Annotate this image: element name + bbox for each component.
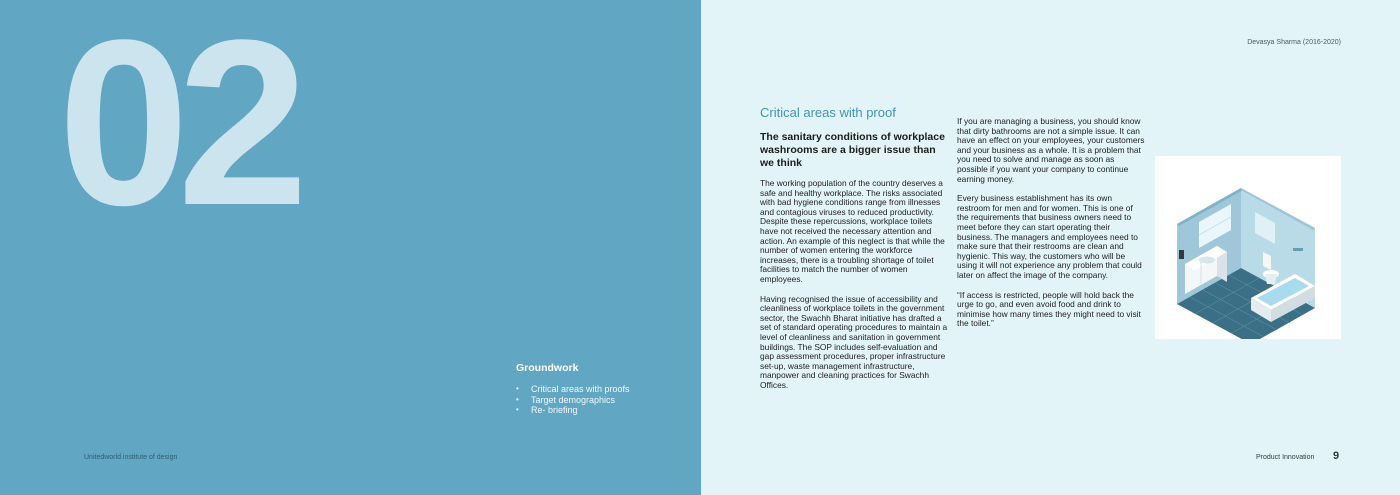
paragraph: Every business establishment has its own restroom for men and for women. This is one of the requirements that business owners need to meet before they can start operating their business. The managers and employees need to make sure that their restrooms are clean and hygienic. This way, the customers who will be using it will not experience any problem that could later on affect the image of the company. — [957, 193, 1142, 280]
bullet-icon: • — [516, 384, 519, 393]
course-footer-label: Product Innovation — [1256, 454, 1315, 461]
lead-heading: The sanitary conditions of workplace washrooms are a bigger issue than we think — [760, 131, 945, 169]
page-number: 9 — [1333, 450, 1340, 462]
list-item: • Critical areas with proofs — [516, 384, 630, 394]
quote-paragraph: “If access is restricted, people will hold back the urge to go, and even avoid food and drink to minimise how many times they might need to visit the toilet.” — [957, 289, 1141, 329]
list-item: • Target demographics — [516, 394, 616, 405]
bullet-icon: • — [516, 405, 519, 414]
groundwork-list — [516, 384, 630, 416]
author-credit: Devasya Sharma (2016-2020) — [1247, 39, 1341, 46]
chapter-number: 02 — [58, 0, 297, 255]
washroom-illustration — [1155, 156, 1341, 339]
paragraph: The working population of the country deserves a safe and healthy workplace. The risks associated with bad hygiene conditions range from illnesses and contagious viruses to reduced productivity. Despite these repercussions, workplace toilets have not received the necessary attention and action. An example of this neglect is that while the number of women entering the workforce increases, there is a troubling shortage of toilet facilities to match the number of women employees. — [760, 178, 945, 284]
list-item: • Re- briefing — [516, 405, 578, 415]
paragraph: Having recognised the issue of accessibility and cleanliness of workplace toilets in the government sector, the Swachh Bharat initiative has drafted a set of standard operating procedures to maintain a level of cleanliness and sanitation in government buildings. The SOP includes self-evaluation and gap assessment procedures, proper infrastructure set-up, waste management infrastructure, manpower and cleaning practices for Swachh Offices. — [760, 293, 948, 390]
text-column-1 — [760, 131, 948, 390]
text-column-2 — [957, 117, 1145, 329]
paragraph: If you are managing a business, you should know that dirty bathrooms are not a simple issue. It can have an effect on your employees, your customers and your business as a whole. It is a problem that you need to solve and manage as soon as possible if you want your company to continue earning money. — [957, 116, 1145, 184]
section-title: Critical areas with proof — [760, 105, 896, 120]
institute-footer: Unitedworld institute of design — [84, 454, 178, 461]
isometric-washroom-icon — [1155, 156, 1341, 339]
right-page — [701, 0, 1400, 495]
bullet-icon: • — [516, 394, 519, 404]
groundwork-title: Groundwork — [516, 362, 579, 374]
